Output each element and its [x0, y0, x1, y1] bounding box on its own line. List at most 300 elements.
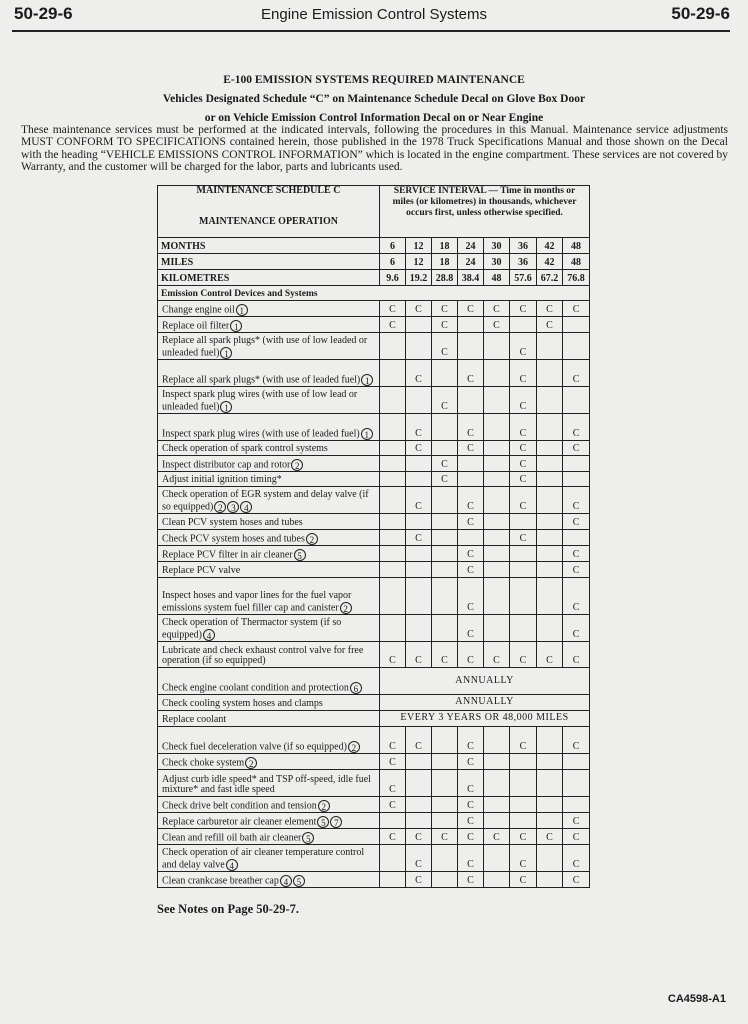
months-row-value: 12: [406, 238, 432, 254]
operation-text: Replace all spark plugs* (with use of low leaded or unleaded fuel): [162, 335, 368, 359]
table-row: [158, 797, 590, 813]
operation-cell: [158, 530, 380, 546]
interval-check-cell: C: [432, 829, 458, 845]
interval-check-cell: [537, 456, 563, 472]
operation-cell: [158, 414, 380, 441]
interval-check-cell: [406, 797, 432, 813]
operation-cell: [158, 845, 380, 872]
interval-check-cell: [432, 813, 458, 829]
interval-check-cell: [537, 578, 563, 615]
note-reference-icon: 4: [226, 859, 238, 871]
interval-check-cell: C: [458, 562, 484, 578]
table-row: [158, 615, 590, 642]
interval-check-cell: [406, 615, 432, 642]
interval-check-cell: [406, 546, 432, 562]
interval-check-cell: C: [458, 301, 484, 317]
interval-check-cell: C: [458, 770, 484, 797]
table-row: [158, 562, 590, 578]
miles-row-label: MILES: [158, 254, 380, 270]
interval-check-cell: [563, 472, 590, 487]
interval-check-cell: [537, 562, 563, 578]
operation-cell: [158, 813, 380, 829]
operation-cell: [158, 711, 380, 727]
page-number-left: 50-29-6: [14, 4, 73, 23]
interval-check-cell: C: [406, 301, 432, 317]
interval-check-cell: [537, 514, 563, 530]
operation-text: Replace oil filter: [162, 320, 230, 332]
kilometres-row-value: 67.2: [537, 270, 563, 286]
operation-cell: [158, 487, 380, 514]
interval-check-cell: [563, 530, 590, 546]
interval-check-cell: C: [458, 414, 484, 441]
interval-check-cell: C: [458, 797, 484, 813]
interval-check-cell: [432, 754, 458, 770]
interval-check-cell: [380, 530, 406, 546]
title-line-2: Vehicles Designated Schedule “C” on Maintenance Schedule Decal on Glove Box Door: [162, 93, 586, 105]
interval-check-cell: [484, 578, 510, 615]
interval-check-cell: [380, 615, 406, 642]
interval-check-cell: [484, 472, 510, 487]
interval-check-cell: [406, 387, 432, 414]
interval-check-cell: [484, 360, 510, 387]
interval-check-cell: [537, 770, 563, 797]
interval-check-cell: [537, 727, 563, 754]
interval-check-cell: C: [380, 317, 406, 333]
interval-span-cell: ANNUALLY: [380, 695, 590, 711]
interval-check-cell: [563, 770, 590, 797]
interval-check-cell: [432, 578, 458, 615]
table-row: [158, 829, 590, 845]
title-line-1: E-100 EMISSION SYSTEMS REQUIRED MAINTENANCE: [223, 74, 525, 86]
interval-check-cell: C: [458, 514, 484, 530]
note-reference-icon: 2: [348, 741, 360, 753]
note-reference-icon: 2: [291, 459, 303, 471]
table-row: [158, 754, 590, 770]
note-reference-icon: 5: [294, 549, 306, 561]
table-row: [158, 845, 590, 872]
section-label: Emission Control Devices and Systems: [158, 286, 590, 301]
interval-check-cell: [406, 813, 432, 829]
operation-cell: [158, 615, 380, 642]
interval-check-cell: C: [510, 441, 537, 456]
interval-check-cell: [432, 414, 458, 441]
interval-check-cell: C: [432, 456, 458, 472]
note-reference-icon: 1: [361, 374, 373, 386]
interval-check-cell: C: [510, 360, 537, 387]
schedule-label: MAINTENANCE SCHEDULE C: [196, 185, 341, 196]
interval-check-cell: C: [406, 441, 432, 456]
interval-check-cell: C: [432, 317, 458, 333]
interval-check-cell: [432, 562, 458, 578]
operation-cell: [158, 829, 380, 845]
interval-check-cell: [458, 472, 484, 487]
page-number-right: 50-29-6: [671, 4, 730, 23]
interval-check-cell: [537, 754, 563, 770]
operation-text: Inspect spark plug wires (with use of low lead or unleaded fuel): [162, 389, 358, 413]
operation-text: Adjust initial ignition timing*: [162, 474, 282, 486]
table-row: [158, 387, 590, 414]
interval-check-cell: C: [458, 754, 484, 770]
interval-check-cell: C: [432, 333, 458, 360]
interval-check-cell: [563, 754, 590, 770]
kilometres-row-value: 76.8: [563, 270, 590, 286]
note-reference-icon: 1: [220, 347, 232, 359]
interval-check-cell: [563, 456, 590, 472]
interval-check-cell: C: [458, 727, 484, 754]
interval-span-cell: EVERY 3 YEARS OR 48,000 MILES: [380, 711, 590, 727]
operation-cell: [158, 546, 380, 562]
interval-check-cell: [432, 797, 458, 813]
interval-check-cell: C: [406, 727, 432, 754]
interval-check-cell: [484, 414, 510, 441]
table-row: [158, 695, 590, 711]
miles-row-value: 24: [458, 254, 484, 270]
interval-check-cell: [458, 333, 484, 360]
table-row: [158, 487, 590, 514]
operation-cell: [158, 333, 380, 360]
interval-check-cell: [432, 872, 458, 888]
table-row: [158, 360, 590, 387]
months-row-value: 30: [484, 238, 510, 254]
interval-check-cell: [406, 562, 432, 578]
interval-check-cell: C: [563, 845, 590, 872]
note-reference-icon: 2: [214, 501, 226, 513]
operation-text: Replace all spark plugs* (with use of leaded fuel): [162, 374, 361, 386]
interval-check-cell: C: [563, 546, 590, 562]
interval-check-cell: [380, 813, 406, 829]
note-reference-icon: 2: [245, 757, 257, 769]
interval-check-cell: C: [563, 872, 590, 888]
interval-check-cell: C: [458, 360, 484, 387]
table-row: [158, 668, 590, 695]
interval-check-cell: [484, 546, 510, 562]
interval-check-cell: [432, 615, 458, 642]
operation-text: Check PCV system hoses and tubes: [162, 533, 305, 545]
operation-text: Clean and refill oil bath air cleaner: [162, 832, 302, 844]
note-reference-icon: 2: [306, 533, 318, 545]
table-row: [158, 578, 590, 615]
interval-check-cell: [537, 546, 563, 562]
miles-row-value: 30: [484, 254, 510, 270]
interval-check-cell: C: [458, 829, 484, 845]
interval-check-cell: C: [458, 642, 484, 668]
operation-cell: [158, 441, 380, 456]
interval-check-cell: C: [510, 845, 537, 872]
miles-row-value: 6: [380, 254, 406, 270]
table-row: [158, 727, 590, 754]
interval-check-cell: C: [432, 387, 458, 414]
operation-text: Lubricate and check exhaust control valve for free operation (if so equipped): [162, 644, 364, 667]
interval-check-cell: [563, 387, 590, 414]
table-row: [158, 472, 590, 487]
note-reference-icon: 2: [340, 602, 352, 614]
note-reference-icon: 1: [230, 320, 242, 332]
interval-check-cell: [380, 514, 406, 530]
interval-check-cell: C: [537, 317, 563, 333]
interval-check-cell: C: [510, 456, 537, 472]
interval-check-cell: [458, 456, 484, 472]
months-row-value: 36: [510, 238, 537, 254]
note-reference-icon: 4: [280, 875, 292, 887]
interval-check-cell: [432, 514, 458, 530]
interval-check-cell: C: [510, 472, 537, 487]
title-line-3: or on Vehicle Emission Control Information Decal on or Near Engine: [204, 112, 544, 124]
interval-check-cell: [510, 754, 537, 770]
figure-id: CA4598-A1: [667, 993, 726, 1005]
interval-check-cell: [432, 727, 458, 754]
interval-check-cell: [510, 770, 537, 797]
table-row: [158, 414, 590, 441]
interval-check-cell: [537, 360, 563, 387]
interval-check-cell: C: [563, 813, 590, 829]
interval-check-cell: [458, 317, 484, 333]
operation-text: Clean crankcase breather cap: [162, 875, 279, 887]
operation-text: Adjust curb idle speed* and TSP off-speed, idle fuel mixture* and fast idle speed: [162, 773, 371, 796]
table-row: [158, 441, 590, 456]
operation-cell: [158, 727, 380, 754]
interval-check-cell: C: [484, 642, 510, 668]
see-notes-reference: See Notes on Page 50-29-7.: [157, 902, 299, 916]
interval-check-cell: [510, 317, 537, 333]
operation-cell: [158, 317, 380, 333]
interval-check-cell: [380, 546, 406, 562]
interval-check-cell: C: [510, 387, 537, 414]
interval-check-cell: [406, 472, 432, 487]
interval-check-cell: C: [380, 829, 406, 845]
interval-check-cell: [406, 456, 432, 472]
operation-cell: [158, 578, 380, 615]
table-row: [158, 456, 590, 472]
interval-check-cell: [563, 333, 590, 360]
interval-check-cell: [484, 333, 510, 360]
interval-check-cell: C: [563, 642, 590, 668]
interval-check-cell: C: [563, 615, 590, 642]
miles-row-value: 18: [432, 254, 458, 270]
interval-check-cell: [406, 578, 432, 615]
interval-check-cell: [484, 615, 510, 642]
interval-check-cell: C: [432, 472, 458, 487]
operation-text: Inspect hoses and vapor lines for the fuel vapor emissions system fuel filler cap and canister: [162, 590, 352, 614]
months-row-value: 6: [380, 238, 406, 254]
interval-check-cell: C: [432, 301, 458, 317]
interval-check-cell: [432, 546, 458, 562]
section-row: [158, 286, 590, 301]
interval-label: SERVICE INTERVAL — Time in months or miles (or kilometres) in thousands, whichever occurs first, unless otherwise specified.: [392, 186, 577, 218]
interval-check-cell: C: [484, 829, 510, 845]
interval-check-cell: C: [563, 441, 590, 456]
interval-check-cell: C: [563, 727, 590, 754]
kilometres-row-value: 38.4: [458, 270, 484, 286]
kilometres-row-value: 48: [484, 270, 510, 286]
note-reference-icon: 1: [361, 428, 373, 440]
interval-check-cell: [484, 845, 510, 872]
interval-check-cell: C: [458, 813, 484, 829]
months-row: [158, 238, 590, 254]
interval-check-cell: [458, 387, 484, 414]
interval-check-cell: [510, 813, 537, 829]
interval-check-cell: [432, 770, 458, 797]
operation-text: Check engine coolant condition and protection: [162, 682, 349, 694]
operation-cell: [158, 770, 380, 797]
operation-label: MAINTENANCE OPERATION: [199, 215, 338, 227]
interval-check-cell: C: [380, 301, 406, 317]
interval-check-cell: [484, 487, 510, 514]
interval-check-cell: [484, 530, 510, 546]
months-row-label: MONTHS: [158, 238, 380, 254]
interval-check-cell: [537, 797, 563, 813]
interval-check-cell: C: [537, 642, 563, 668]
operation-cell: [158, 562, 380, 578]
note-reference-icon: 5: [317, 816, 329, 828]
operation-text: Check drive belt condition and tension: [162, 800, 317, 812]
interval-check-cell: C: [406, 829, 432, 845]
interval-check-cell: C: [458, 615, 484, 642]
interval-check-cell: [484, 797, 510, 813]
table-row: [158, 872, 590, 888]
operation-text: Check operation of air cleaner temperature control and delay valve: [162, 847, 365, 871]
interval-check-cell: [432, 360, 458, 387]
miles-row-value: 48: [563, 254, 590, 270]
interval-check-cell: C: [563, 360, 590, 387]
interval-check-cell: [380, 578, 406, 615]
note-reference-icon: 5: [293, 875, 305, 887]
note-reference-icon: 1: [220, 401, 232, 413]
interval-check-cell: C: [563, 301, 590, 317]
note-reference-icon: 7: [330, 816, 342, 828]
interval-check-cell: C: [458, 487, 484, 514]
operation-text: Replace carburetor air cleaner element: [162, 816, 317, 828]
interval-check-cell: [563, 797, 590, 813]
operation-text: Check operation of Thermactor system (if so equipped): [162, 617, 342, 641]
interval-check-cell: [380, 414, 406, 441]
table-row: [158, 546, 590, 562]
interval-check-cell: C: [458, 872, 484, 888]
operation-text: Check choke system: [162, 757, 245, 769]
interval-check-cell: [380, 360, 406, 387]
operation-text: Replace coolant: [162, 714, 227, 726]
operation-cell: [158, 642, 380, 668]
intro-paragraph: These maintenance services must be performed at the indicated intervals, following the procedures in this Manual. Maintenance service adjustments MUST CONFORM TO SPECIFICATIONS contained herein, those published in the 1978 Truck Specifications Manual and those shown on the Decal with the heading “VEHICLE EMISSIONS CONTROL INFORMATION” which is located in the engine compartment. These services are not covered by Warranty, and the customer will be charged for the labor, parts and lubricants used.: [21, 124, 728, 174]
interval-check-cell: [380, 387, 406, 414]
interval-check-cell: [432, 530, 458, 546]
operation-text: Replace PCV filter in air cleaner: [162, 549, 293, 561]
miles-row-value: 42: [537, 254, 563, 270]
interval-check-cell: [510, 546, 537, 562]
interval-check-cell: C: [510, 829, 537, 845]
kilometres-row-value: 9.6: [380, 270, 406, 286]
operation-cell: [158, 668, 380, 695]
interval-check-cell: C: [510, 414, 537, 441]
interval-check-cell: [380, 333, 406, 360]
miles-row-value: 36: [510, 254, 537, 270]
kilometres-row: [158, 270, 590, 286]
interval-check-cell: C: [406, 872, 432, 888]
interval-check-cell: C: [484, 301, 510, 317]
interval-check-cell: C: [563, 514, 590, 530]
interval-check-cell: [380, 487, 406, 514]
interval-check-cell: C: [432, 642, 458, 668]
interval-check-cell: [484, 872, 510, 888]
interval-check-cell: C: [510, 872, 537, 888]
interval-check-cell: C: [484, 317, 510, 333]
operation-text: Inspect spark plug wires (with use of leaded fuel): [162, 428, 360, 440]
document-title: [0, 71, 748, 128]
page-header-title: Engine Emission Control Systems: [261, 6, 487, 23]
miles-row-value: 12: [406, 254, 432, 270]
operation-cell: [158, 872, 380, 888]
table-row: [158, 813, 590, 829]
interval-check-cell: C: [406, 414, 432, 441]
interval-check-cell: C: [563, 578, 590, 615]
interval-check-cell: [432, 441, 458, 456]
note-reference-icon: 2: [318, 800, 330, 812]
interval-check-cell: C: [563, 414, 590, 441]
interval-check-cell: [537, 333, 563, 360]
header-rule: [12, 30, 730, 32]
operation-text: Replace PCV valve: [162, 565, 241, 577]
kilometres-row-value: 28.8: [432, 270, 458, 286]
interval-check-cell: [484, 770, 510, 797]
interval-check-cell: [406, 333, 432, 360]
interval-check-cell: [406, 754, 432, 770]
interval-check-cell: [537, 872, 563, 888]
interval-check-cell: [563, 317, 590, 333]
operation-cell: [158, 695, 380, 711]
interval-check-cell: C: [510, 727, 537, 754]
interval-check-cell: [510, 514, 537, 530]
operation-cell: [158, 360, 380, 387]
interval-check-cell: C: [563, 487, 590, 514]
table-row: [158, 530, 590, 546]
interval-check-cell: C: [458, 845, 484, 872]
miles-row: [158, 254, 590, 270]
table-row: [158, 333, 590, 360]
interval-check-cell: C: [406, 642, 432, 668]
operation-text: Clean PCV system hoses and tubes: [162, 517, 303, 529]
maintenance-schedule-table: [157, 185, 590, 888]
interval-check-cell: [510, 562, 537, 578]
interval-check-cell: C: [458, 441, 484, 456]
interval-check-cell: C: [563, 829, 590, 845]
operation-cell: [158, 514, 380, 530]
interval-check-cell: C: [380, 797, 406, 813]
operation-cell: [158, 472, 380, 487]
operation-header-cell: [158, 186, 380, 238]
note-reference-icon: 1: [236, 304, 248, 316]
interval-check-cell: [537, 813, 563, 829]
interval-check-cell: [484, 387, 510, 414]
interval-check-cell: [406, 770, 432, 797]
interval-check-cell: [380, 472, 406, 487]
operation-text: Check operation of EGR system and delay valve (if so equipped): [162, 489, 369, 513]
interval-check-cell: [537, 845, 563, 872]
note-reference-icon: 4: [240, 501, 252, 513]
interval-check-cell: [484, 754, 510, 770]
operation-text: Check cooling system hoses and clamps: [162, 698, 323, 710]
interval-check-cell: [537, 414, 563, 441]
operation-cell: [158, 387, 380, 414]
interval-check-cell: [380, 441, 406, 456]
table-row: [158, 642, 590, 668]
interval-check-cell: C: [563, 562, 590, 578]
operation-cell: [158, 301, 380, 317]
note-reference-icon: 3: [227, 501, 239, 513]
interval-check-cell: C: [510, 530, 537, 546]
kilometres-row-value: 57.6: [510, 270, 537, 286]
interval-check-cell: [380, 845, 406, 872]
interval-check-cell: [537, 530, 563, 546]
interval-check-cell: [537, 472, 563, 487]
